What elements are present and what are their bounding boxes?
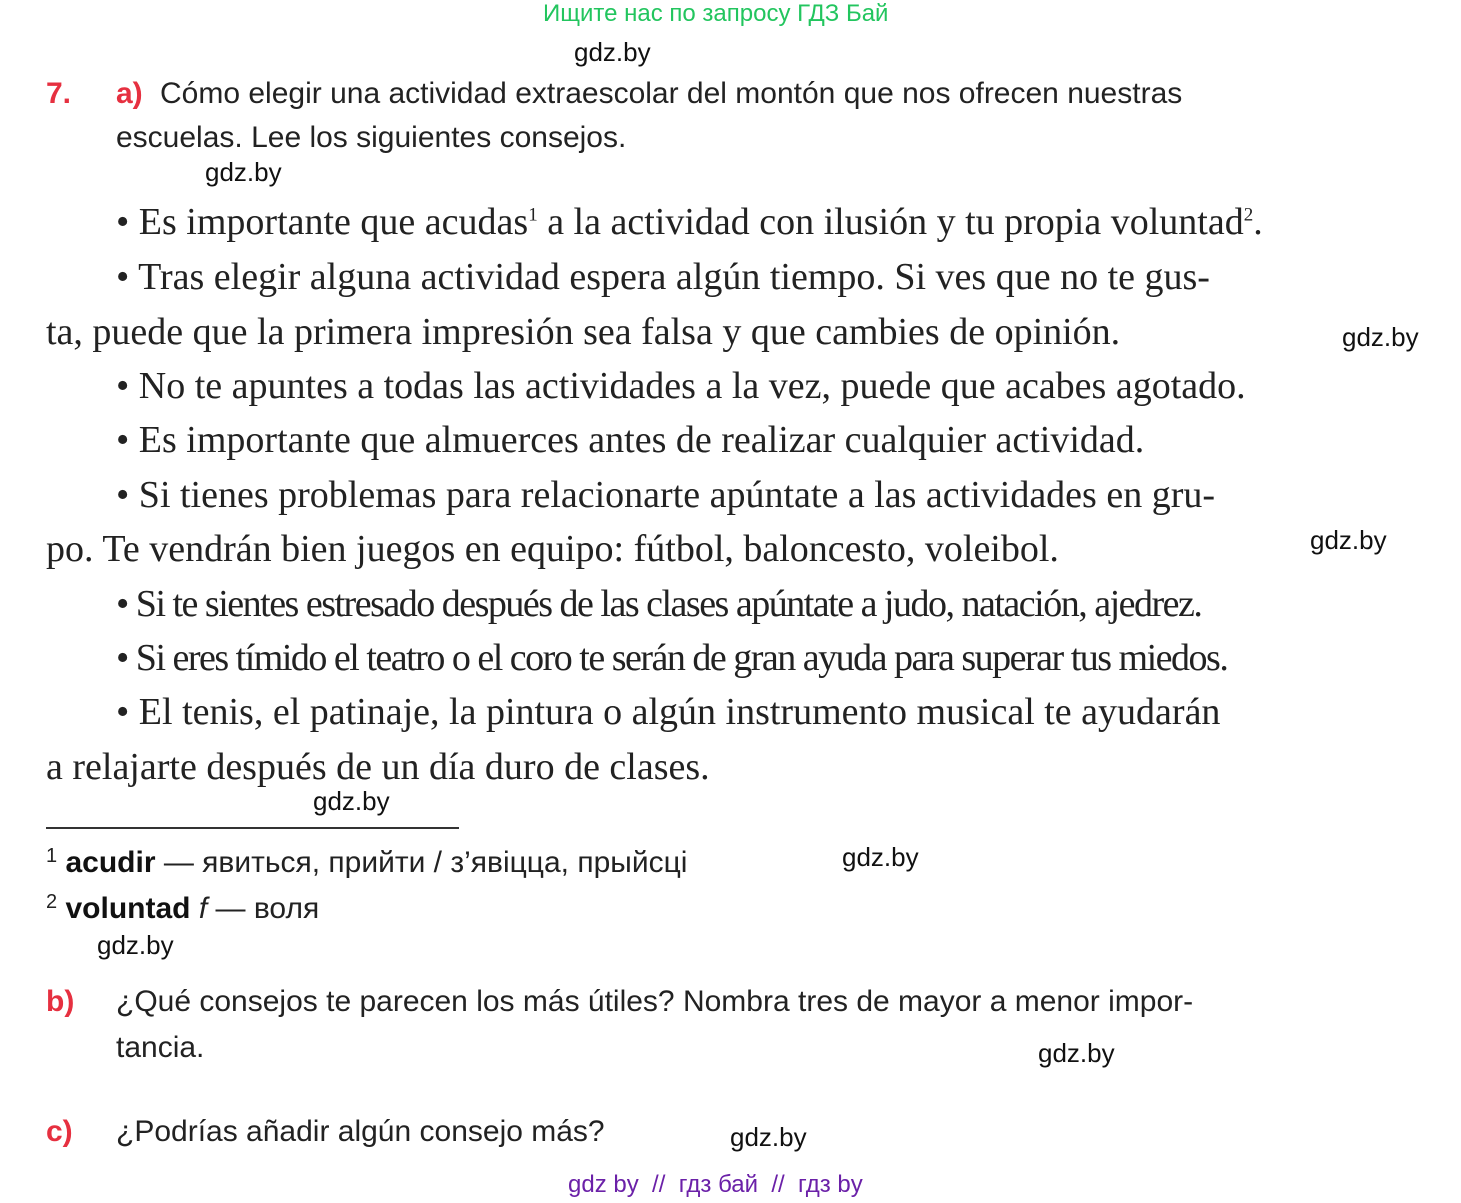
watermark: gdz.by [205,157,282,187]
tip-8-line-2: a relajarte después de un día duro de clases. [46,746,710,788]
tip-5-line-2: po. Te vendrán bien juegos en equipo: fútbol, baloncesto, voleibol. [46,528,1059,570]
watermark: gdz.by [97,930,174,960]
tip-4: • Es importante que almuerces antes de realizar cualquier actividad. [116,419,1145,461]
watermark: gdz.by [1310,525,1387,555]
footnote-ref-2: 2 [1243,204,1254,226]
footnote-term: voluntad [65,892,191,925]
footnote-1: $^1$ acudir — явиться, прийти / з’явіцца, прыйсці [46,845,688,879]
part-c-text: ¿Podrías añadir algún consejo más? [116,1115,605,1148]
watermark: gdz.by [574,37,651,67]
watermark: gdz.by [313,786,390,816]
footer-links[interactable]: gdz by // гдз бай // гдз by [568,1171,863,1198]
watermark: gdz.by [730,1122,807,1152]
tip-5-line-1: • Si tienes problemas para relacionarte apúntate a las actividades en gru- [116,474,1216,516]
exercise-number: 7. [46,77,72,110]
tip-3: • No te apuntes a todas las actividades a la vez, puede que acabes agotado. [116,365,1246,407]
tip-8-line-1: • El tenis, el patinaje, la pintura o algún instrumento musical te ayudarán [116,691,1221,733]
watermark: gdz.by [1038,1038,1115,1068]
tip-2-line-1: • Tras elegir alguna actividad espera algún tiempo. Si ves que no te gus- [116,256,1210,298]
part-a-label: a) [116,77,143,110]
tip-6: • Si te sientes estresado después de las clases apúntate a judo, natación, ajedrez. [116,583,1202,625]
footnote-divider [46,827,459,829]
part-b-label: b) [46,985,75,1018]
tip-1: • Es importante que acudas$^1$ a la actividad con ilusión y tu propia voluntad$^2$. [116,201,1263,243]
footnote-ref-1: 1 [528,204,538,226]
part-a-line-2: escuelas. Lee los siguientes consejos. [116,121,627,154]
search-hint: Ищите нас по запросу ГДЗ Бай [543,0,889,27]
part-b-line-2: tancia. [116,1031,205,1064]
tip-7: • Si eres tímido el teatro o el coro te serán de gran ayuda para superar tus miedos. [116,637,1228,679]
watermark: gdz.by [842,842,919,872]
part-b-line-1: ¿Qué consejos te parecen los más útiles? Nombra tres de mayor a menor impor- [116,985,1194,1018]
part-a-line-1: Cómo elegir una actividad extraescolar del montón que nos ofrecen nuestras [160,77,1183,110]
footnote-2: $^2$ voluntad f — воля [46,891,320,925]
footnote-term: acudir [65,846,156,879]
part-c-label: c) [46,1115,73,1148]
watermark: gdz.by [1342,322,1419,352]
tip-2-line-2: ta, puede que la primera impresión sea falsa y que cambies de opinión. [46,311,1121,353]
